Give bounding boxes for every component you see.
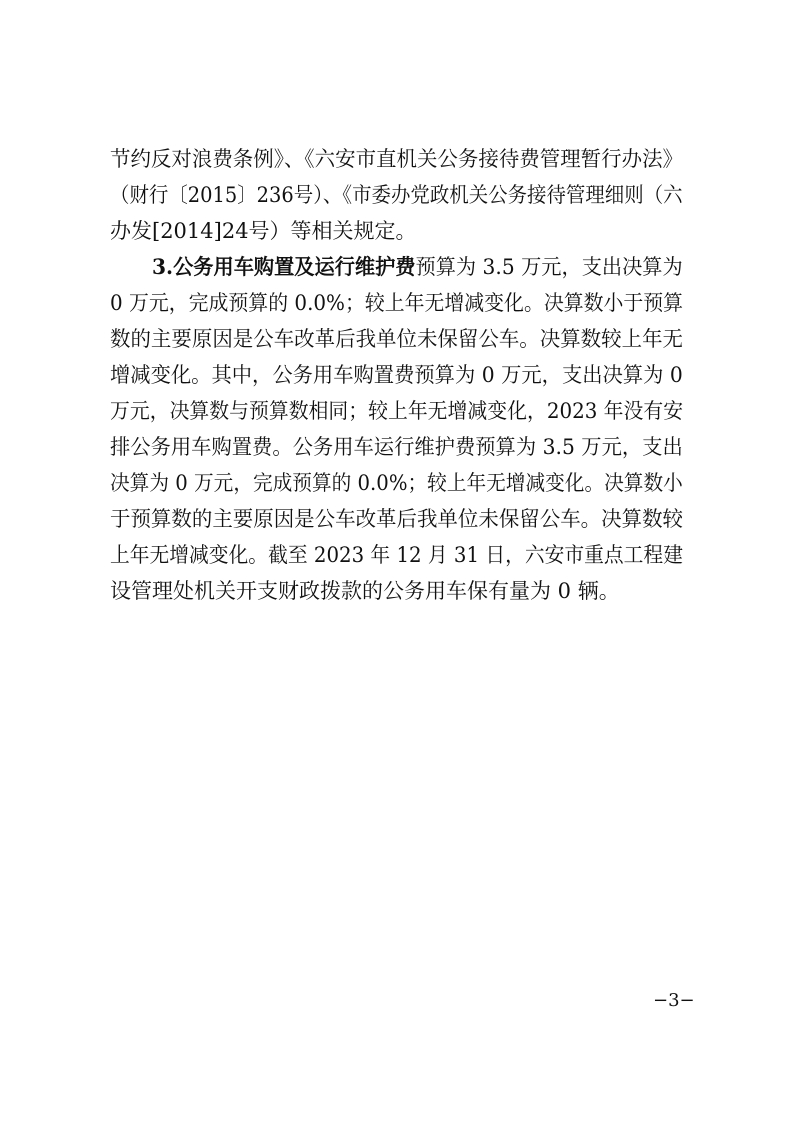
text-line: 万元，决算数与预算数相同；较上年无增减变化，2023 年没有安 [110, 399, 684, 423]
text-line: 办发[2014]24号）等相关规定。 [110, 219, 417, 243]
text-line: 决算为 0 万元，完成预算的 0.0%；较上年无增减变化。决算数小 [110, 471, 683, 495]
text-line: 数的主要原因是公车改革后我单位未保留公车。决算数较上年无 [110, 327, 684, 351]
text-line: 节约反对浪费条例》、《六安市直机关公务接待费管理暂行办法》 [110, 147, 684, 171]
text-line: （财行〔2015〕236号）、《市委办党政机关公务接待管理细则（六 [110, 183, 683, 207]
text-line: 设管理处机关开支财政拨款的公务用车保有量为 0 辆。 [110, 579, 620, 603]
text-line: 0 万元，完成预算的 0.0%；较上年无增减变化。决算数小于预算 [110, 291, 684, 315]
text-line: 上年无增减变化。截至 2023 年 12 月 31 日，六安市重点工程建 [110, 543, 683, 567]
paragraph-first-line [152, 252, 683, 282]
text-span: 预算为 3.5 万元，支出决算为 [415, 255, 683, 279]
section-heading: 3.公务用车购置及运行维护费 [152, 254, 416, 279]
text-line: 于预算数的主要原因是公车改革后我单位未保留公车。决算数较 [110, 507, 684, 531]
text-line: 增减变化。其中，公务用车购置费预算为 0 万元，支出决算为 0 [110, 363, 683, 387]
page-number: −3− [653, 990, 695, 1011]
text-line: 排公务用车购置费。公务用车运行维护费预算为 3.5 万元，支出 [110, 435, 683, 459]
